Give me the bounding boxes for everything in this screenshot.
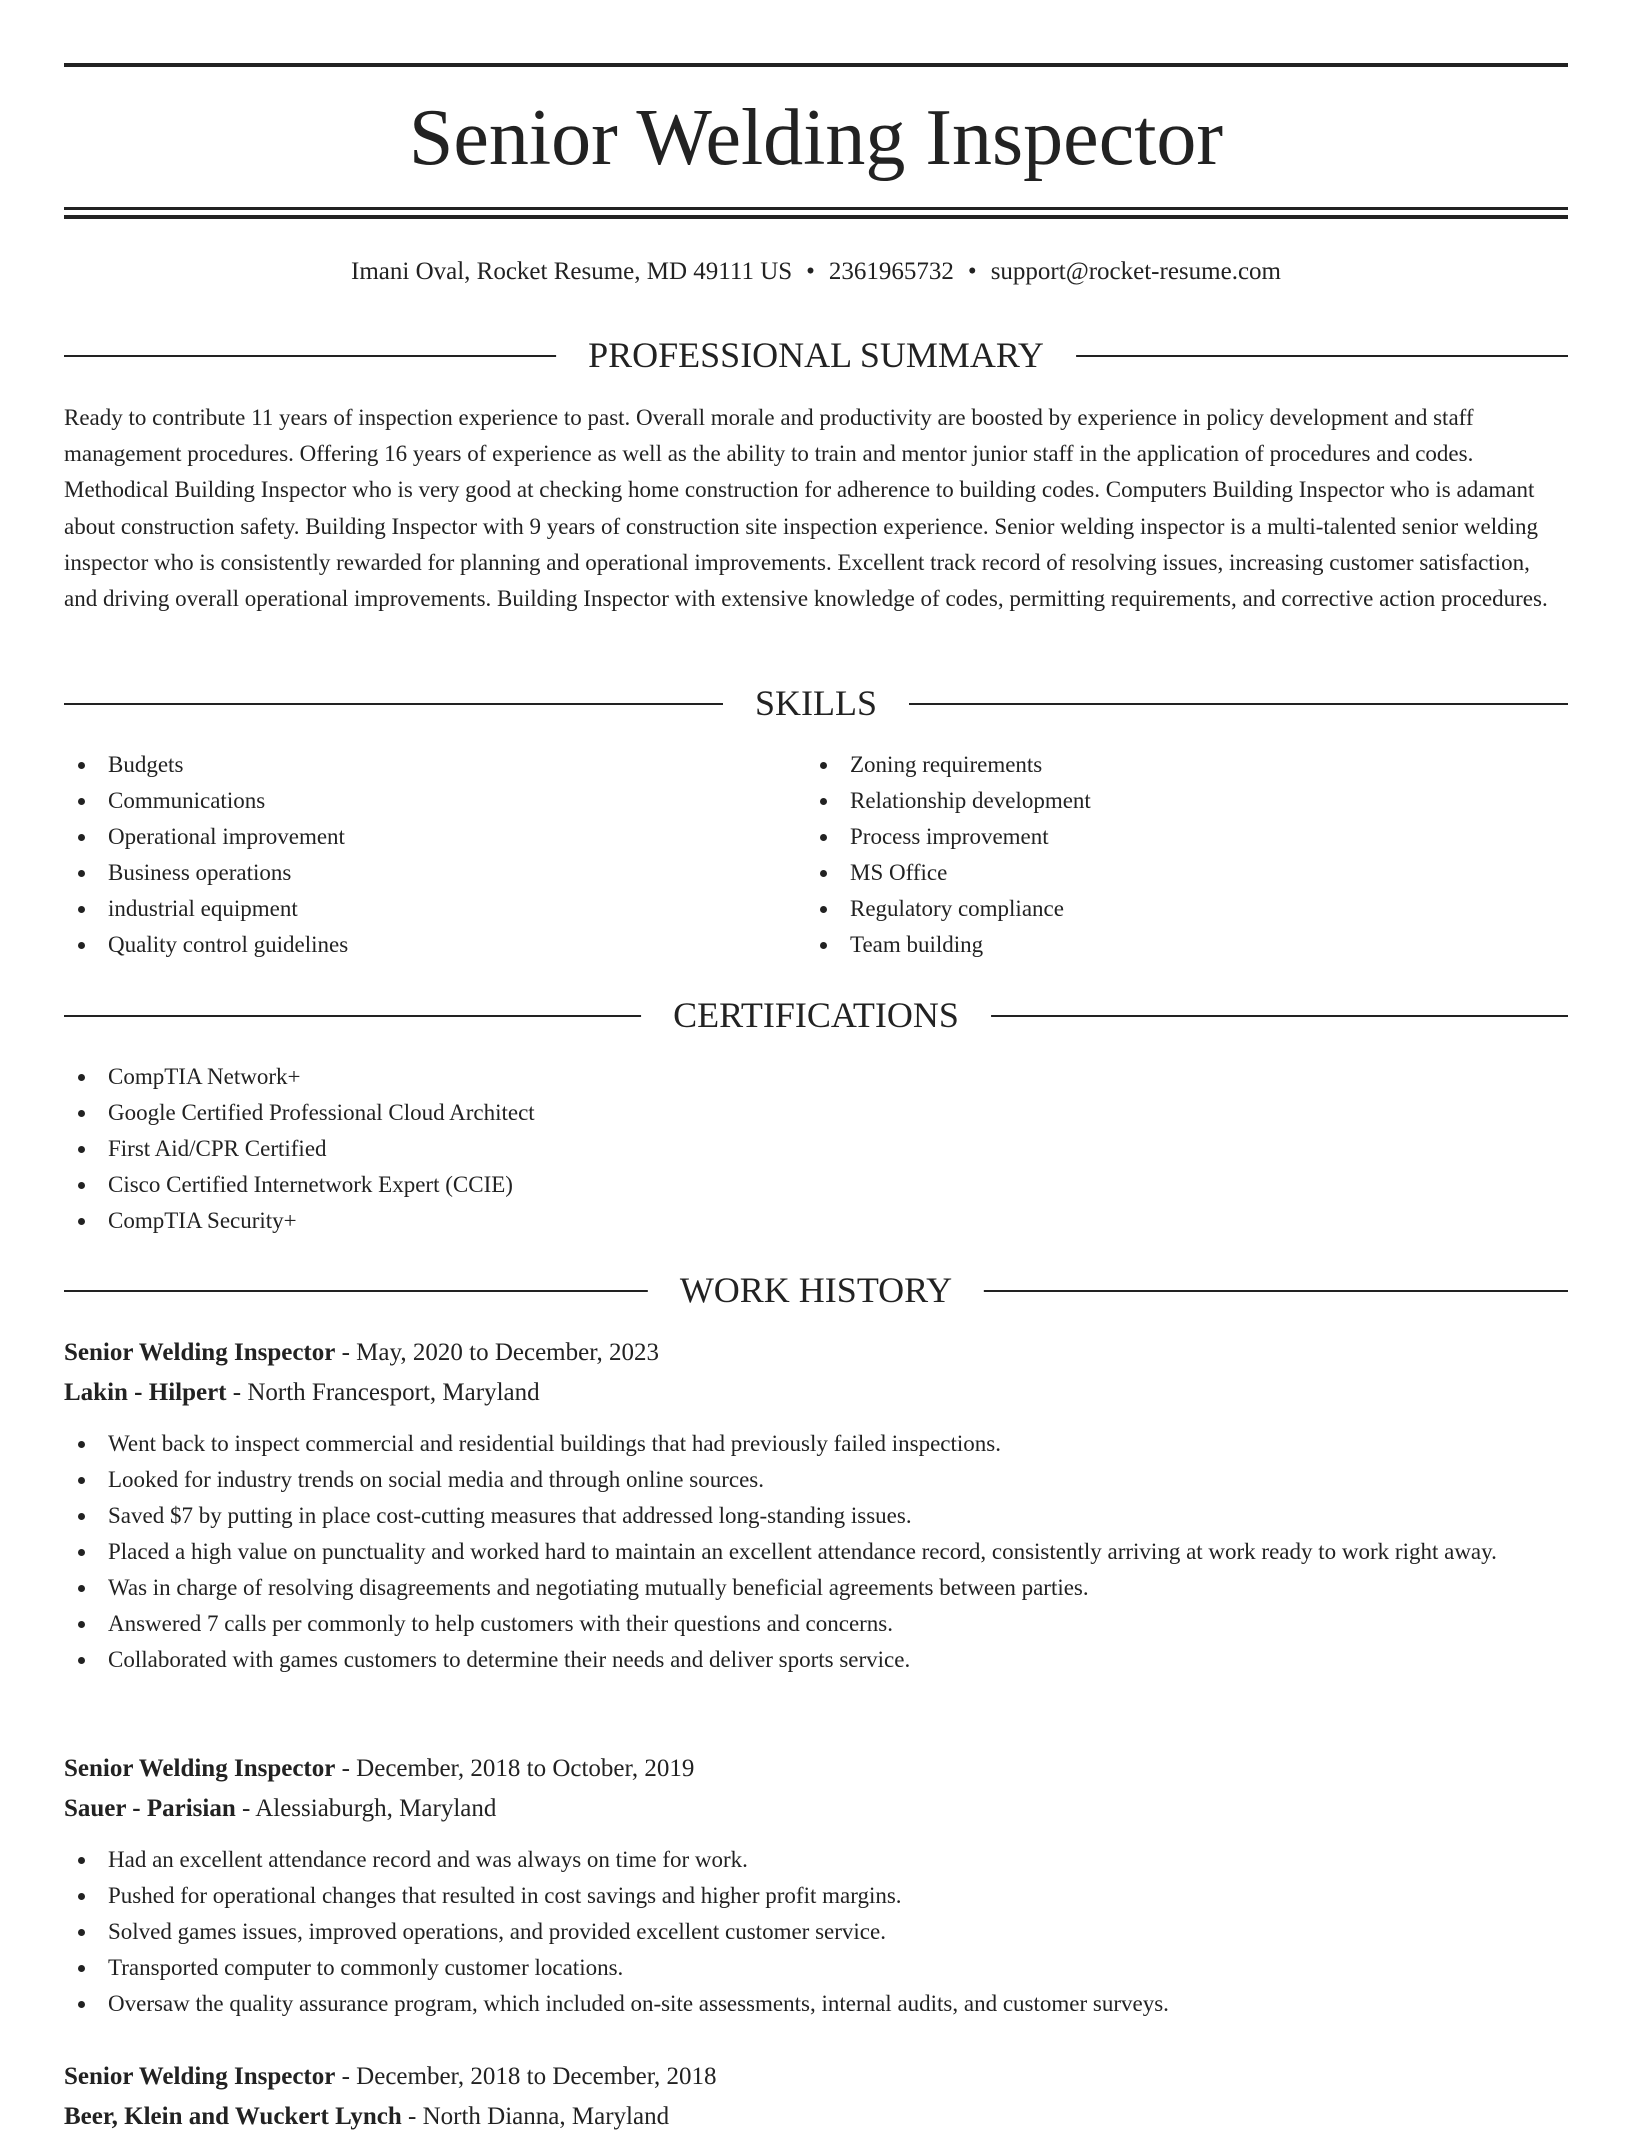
job-company: Beer, Klein and Wuckert Lynch: [64, 2103, 402, 2130]
contact-address: Imani Oval, Rocket Resume, MD 49111 US: [351, 258, 793, 285]
job-bullet: Looked for industry trends on social media and through online sources.: [64, 1462, 1568, 1498]
job-bullet: Saved $7 by putting in place cost-cutting measures that addressed long-standing issues.: [64, 1498, 1568, 1534]
certification-item: Cisco Certified Internetwork Expert (CCIE): [64, 1167, 1568, 1203]
header-double-rule-top: [64, 207, 1568, 210]
work-history-heading: [64, 1266, 1568, 1314]
certifications-heading: [64, 991, 1568, 1039]
job-bullet: Placed a high value on punctuality and worked hard to maintain an excellent attendance record, consistently arriving at work ready to work right away.: [64, 1534, 1568, 1570]
job-bullet: Collaborated with games customers to determine their needs and deliver sports service.: [64, 1642, 1568, 1678]
summary-heading-label: PROFESSIONAL SUMMARY: [556, 331, 1076, 379]
skill-item: Quality control guidelines: [64, 927, 764, 963]
job-title: Senior Welding Inspector: [64, 2063, 336, 2090]
contact-separator: •: [806, 258, 815, 285]
job-company-line: [64, 2097, 1568, 2137]
contact-email[interactable]: support@rocket-resume.com: [990, 258, 1281, 285]
skill-item: Operational improvement: [64, 819, 764, 855]
job-dates: - May, 2020 to December, 2023: [335, 1339, 660, 1366]
job-dates: - December, 2018 to December, 2018: [335, 2063, 717, 2090]
skill-item: Team building: [806, 927, 1506, 963]
job-bullet: Oversaw the quality assurance program, which included on-site assessments, internal audits, and customer surveys.: [64, 1986, 1568, 2022]
job-title-line: [64, 2057, 1568, 2097]
job-company: Sauer - Parisian: [64, 1795, 236, 1822]
skill-item: Zoning requirements: [806, 747, 1506, 783]
job-title: Senior Welding Inspector: [64, 1339, 336, 1366]
certifications-heading-label: CERTIFICATIONS: [641, 991, 991, 1039]
job-bullet: Answered 7 calls per commonly to help customers with their questions and concerns.: [64, 1606, 1568, 1642]
skill-item: Regulatory compliance: [806, 891, 1506, 927]
summary-heading: [64, 331, 1568, 379]
job-bullet: Had an excellent attendance record and was always on time for work.: [64, 1842, 1568, 1878]
contact-separator: •: [967, 258, 977, 285]
skill-item: industrial equipment: [64, 891, 764, 927]
contact-phone[interactable]: 2361965732: [828, 258, 954, 285]
job-bullet: Transported computer to commonly customer locations.: [64, 1950, 1568, 1986]
job-title: Senior Welding Inspector: [64, 1755, 336, 1782]
certification-item: CompTIA Security+: [64, 1203, 1568, 1239]
skills-list-right: [806, 747, 1506, 963]
job-location: - North Dianna, Maryland: [401, 2103, 670, 2130]
job-title-line: [64, 1749, 1568, 1789]
contact-line: [64, 254, 1568, 290]
skill-item: MS Office: [806, 855, 1506, 891]
job-bullet: Was in charge of resolving disagreements and negotiating mutually beneficial agreements between parties.: [64, 1570, 1568, 1606]
skills-heading: [64, 679, 1568, 727]
job-bullets: [64, 1842, 1568, 2022]
job-bullet: Solved games issues, improved operations, and provided excellent customer service.: [64, 1914, 1568, 1950]
skills-heading-label: SKILLS: [723, 679, 909, 727]
skill-item: Business operations: [64, 855, 764, 891]
certification-item: First Aid/CPR Certified: [64, 1131, 1568, 1167]
job-company: Lakin - Hilpert: [64, 1379, 227, 1406]
job-bullet: Pushed for operational changes that resulted in cost savings and higher profit margins.: [64, 1878, 1568, 1914]
certification-item: Google Certified Professional Cloud Architect: [64, 1095, 1568, 1131]
job-location: - Alessiaburgh, Maryland: [235, 1795, 497, 1822]
certifications-list: [64, 1059, 1568, 1239]
header-double-rule-bottom: [64, 215, 1568, 219]
resume-title: Senior Welding Inspector: [408, 94, 1224, 182]
job-company-line: [64, 1373, 1568, 1413]
header-top-rule: [64, 63, 1568, 67]
certification-item: CompTIA Network+: [64, 1059, 1568, 1095]
work-history-heading-label: WORK HISTORY: [648, 1266, 984, 1314]
job-company-line: [64, 1789, 1568, 1829]
job-dates: - December, 2018 to October, 2019: [335, 1755, 695, 1782]
skill-item: Communications: [64, 783, 764, 819]
job-title-line: [64, 1333, 1568, 1373]
job-bullet: Went back to inspect commercial and residential buildings that had previously failed inspections.: [64, 1426, 1568, 1462]
skill-item: Process improvement: [806, 819, 1506, 855]
job-bullets: [64, 1426, 1568, 1678]
skills-list-left: [64, 747, 764, 963]
skill-item: Budgets: [64, 747, 764, 783]
job-location: - North Francesport, Maryland: [226, 1379, 540, 1406]
skill-item: Relationship development: [806, 783, 1506, 819]
summary-text: Ready to contribute 11 years of inspection experience to past. Overall morale and productivity are boosted by experience in policy development and staff management procedures. Offering 16 years of experience as well as the ability to train and mentor junior staff in the application of procedures and codes. Methodical Building Inspector who is very good at checking home construction for adherence to building codes. Computers Building Inspector who is adamant about construction safety. Building Inspector with 9 years of construction site inspection experience. Senior welding inspector is a multi-talented senior welding inspector who is consistently rewarded for planning and operational improvements. Excellent track record of resolving issues, increasing customer satisfaction, and driving overall operational improvements. Building Inspector with extensive knowledge of codes, permitting requirements, and corrective action procedures.: [64, 405, 1548, 612]
